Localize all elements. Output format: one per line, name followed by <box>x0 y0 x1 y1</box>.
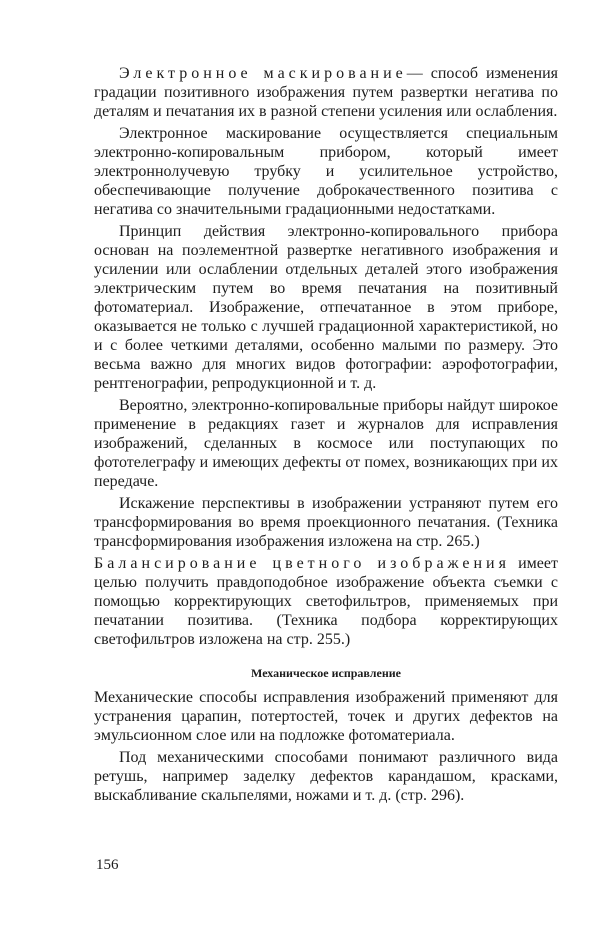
paragraph-device-applications: Вероятно, электронно-копировальные приборы найдут широкое применение в редакциях газет и журналов для исправления изображений, сделанных в космосе или поступающих по фототелеграфу и имеющих дефекты от помех, возникающих при их передаче. <box>94 397 558 490</box>
paragraph-electronic-masking-definition <box>94 64 558 121</box>
term-electronic-masking: Электронное маскирование <box>119 65 407 82</box>
paragraph-electronic-masking-device: Электронное маскирование осуществляется специальным электронно-копировальным прибором, который имеет электроннолучевую трубку и усилительное устройство, обеспечивающие получение доброкачественного позитива с негатива со значительными градационными недостатками. <box>94 125 558 218</box>
paragraph-perspective-distortion: Искажение перспективы в изображении устраняют путем его трансформирования во время проекционного печатания. (Техника трансформирования изображения изложена на стр. 265.) <box>94 495 558 550</box>
paragraph-mechanical-methods: Механические способы исправления изображений применяют для устранения царапин, потертостей, точек и других дефектов на эмульсионном слое или на подложке фотоматериала. <box>94 689 558 744</box>
page-number: 156 <box>96 857 119 873</box>
paragraph-text: — способ изменения градации позитивного изображения путем развертки негатива по деталям и печатания их в разной степени усиления или ослабления. <box>94 65 558 120</box>
paragraph-text: имеет целью получить правдоподобное изображение объекта съемки с помощью корректирующих светофильтров, применяемых при печатании позитива. (Техника подбора корректирующих светофильтров изложена на стр. 255.) <box>94 555 558 648</box>
paragraph-device-principle: Принцип действия электронно-копировального прибора основан на поэлементной развертке негативного изображения и усилении или ослаблении отдельных деталей этого изображения электрическим путем во время печатания на позитивный фотоматериал. Изображение, отпечатанное в этом приборе, оказывается не только с лучшей градационной характеристикой, но и с более четкими деталями, особенно малыми по размеру. Это весьма важно для многих видов фотографии: аэрофотографии, рентгенографии, репродукционной и т. д. <box>94 223 558 392</box>
term-color-balancing: Балансирование цветного изображения <box>94 555 510 572</box>
section-heading-mechanical-correction: Механическое исправление <box>251 666 401 680</box>
paragraph-color-balancing <box>94 554 558 649</box>
paragraph-retouching: Под механическими способами понимают различного вида ретушь, например заделку дефектов карандашом, красками, выскабливание скальпелями, ножами и т. д. (стр. 296). <box>94 749 558 804</box>
page-body <box>94 64 558 805</box>
